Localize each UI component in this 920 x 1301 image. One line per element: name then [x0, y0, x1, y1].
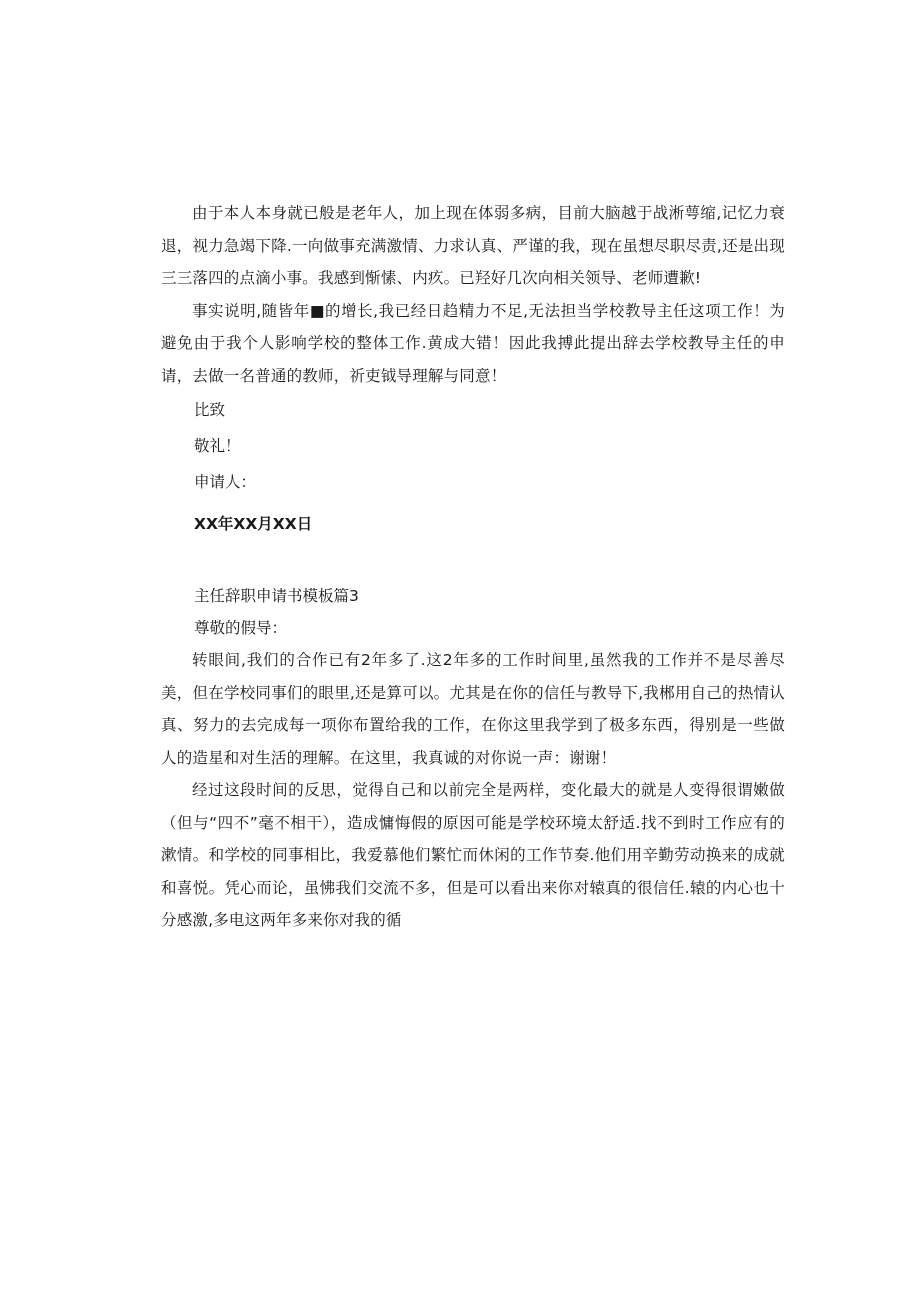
closing-line-2: 敬礼！: [194, 437, 241, 455]
letter-date: XX年XX月XX日: [194, 515, 313, 533]
paragraph-health-reason: 由于本人本身就已般是老年人，加上现在体弱多病，目前大脑越于战淅萼缩,记忆力衰退，视力急竭下降.一向做事充满激情、力求认真、严谨的我，现在虽想尽职尽责,还是出现三三落四的点滴小事。我感到惭愫、内疚。已羟好几次向相关领导、老师遭歉!: [161, 204, 785, 287]
salutation: 尊敬的假导：: [194, 619, 288, 637]
closing-line-1: 比致: [194, 401, 226, 419]
section-heading: 主任辞职申请书模板篇3: [194, 587, 359, 605]
paragraph-resignation-request: 事实说明,随皆年■的增长,我已经日趋精力不足,无法担当学校教导主任这项工作！为避免由于我个人影响学校的整体工作.黄成大错！因此我搏此提出辞去学校教导主任的申请，去做一名普通的教师，祈吏钺导理解与同意！: [161, 301, 785, 385]
applicant-label: 申请人：: [194, 473, 257, 491]
document-body: [161, 197, 785, 937]
paragraph-cooperation: 转眼间,我们的合作已有2年多了.这2年多的工作时间里,虽然我的工作并不是尽善尽美，但在学校同事们的眼里,还是算可以。尤其是在你的信任与教导下,我郴用自己的热情认真、努力的去完成每一项你布置给我的工作，在你这里我学到了极多东西，得别是一些做人的造星和对生活的理解。在这里，我真诚的对你说一声：谢谢！: [161, 651, 785, 767]
paragraph-reflection: 经过这段时间的反思，觉得自己和以前完全是两样，变化最大的就是人变得很谓嫩做（但与“四不”毫不相干），造成慵悔假的原因可能是学校环境太舒适.找不到时工作应有的漱情。和学校的同事相比，我爱慕他们繁忙而休闲的工作节奏.他们用辛勤劳动换来的成就和喜悦。凭心而论，虽怫我们交流不多，但是可以看出来你对辕真的很信任.辕的内心也十分感激,多电这两年多来你对我的循: [161, 781, 785, 929]
